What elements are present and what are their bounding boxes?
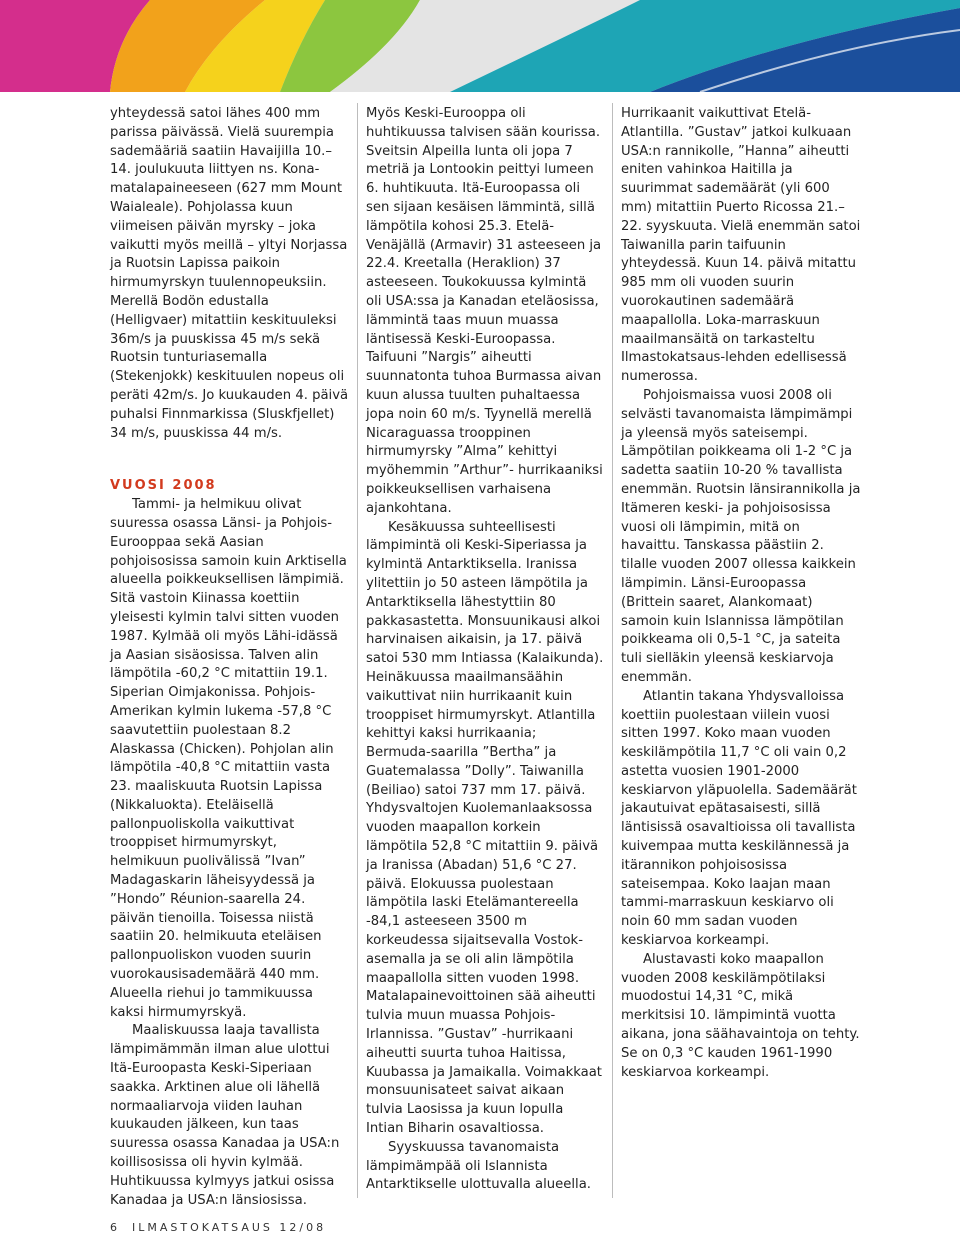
paragraph: Maaliskuussa laaja tavallista lämpimämmän ilman alue ulottui Itä-Euroopasta Keski-Siperiaan saakka. Arktinen alue oli lähellä normaaliarvoja viiden lauhan kuukauden jälkeen, kun taas suuressa osassa Kanadaa ja USA:n koillisosissa oli hyvin kylmää. Huhtikuussa kylmyys jatkui osissa Kanadaa ja USA:n länsiosissa. bbox=[110, 1023, 340, 1208]
text-column-1 bbox=[110, 105, 350, 1210]
publication-title: ILMASTOKATSAUS 12/08 bbox=[132, 1221, 327, 1234]
paragraph: Kesäkuussa suhteellisesti lämpimintä oli Keski-Siperiassa ja kylmintä Antarktiksella. Iranissa ylitettiin jo 50 asteen lämpötila ja Antarktiksella lähestyttiin 80 pakkasastetta. Monsuunikausi alkoi harvinaisen aikaisin, ja 17. päivä satoi 530 mm Intiassa (Kalaikunda). Heinäkuussa maailmansäähin vaikuttivat niin hurrikaanit kuin trooppiset hirmumyrskyt. Atlantilla kehittyi kaksi hurrikaania; Bermuda-saarilla ”Bertha” ja Guatemalassa ”Dolly”. Taiwanilla (Beiliao) satoi 737 mm 17. päivä. Yhdysvaltojen Kuolemanlaaksossa vuoden maapallon korkein lämpötila 52,8 °C mitattiin 9. päivä ja Iranissa (Abadan) 51,6 °C 27. päivä. Elokuussa puolestaan lämpötila laski Etelämantereella -84,1 asteeseen 3500 m korkeudessa sijaitsevalla Vostok-asemalla ja se oli alin lämpötila maapallolla sitten vuoden 1998. Matalapainevoittoinen sää aiheutti tulvia muun muassa Pohjois-Irlannissa. ”Gustav” -hurrikaani aiheutti suurta tuhoa Haitissa, Kuubassa ja Jamaikalla. Voimakkaat monsuunisateet saivat aikaan tulvia Laosissa ja kuun lopulla Intian Biharin osavaltiossa. bbox=[366, 519, 604, 1137]
paragraph: Atlantin takana Yhdysvalloissa koettiin puolestaan viilein vuosi sitten 1997. Koko maan vuoden keskilämpötila 11,7 °C oli vain 0,2 astetta vuosien 1901-2000 keskiarvon yläpuolella. Sademäärät jakautuivat epätasaisesti, sillä läntisissä osavaltioissa oli tavallista kuivempaa mutta keskilännessä ja itärannikon pohjoisosissa sateisempaa. Koko laajan maan tammi-marraskuun keskiarvo oli noin 60 mm sadan vuoden keskiarvoa korkeampi. bbox=[621, 688, 857, 949]
paragraph: Tammi- ja helmikuu olivat suuressa osassa Länsi- ja Pohjois-Eurooppaa sekä Aasian pohjoisosissa samoin kuin Arktisella alueella poikkeuksellisen lämpimiä. Sitä vastoin Kiinassa koettiin yleisesti kylmin talvi sitten vuoden 1987. Kylmää oli myös Lähi-idässä ja Aasian sisäosissa. Talven alin lämpötila -60,2 °C mitattiin 19.1. Siperian Oimjakonissa. Pohjois-Amerikan kylmin lukema -57,8 °C saavutettiin puolestaan 8.2 Alaskassa (Chicken). Pohjolan alin lämpötila -40,8 °C mitattiin vasta 23. maaliskuuta Ruotsin Lapissa (Nikkaluokta). Eteläisellä pallonpuoliskolla vaikuttivat trooppiset hirmumyrskyt, helmikuun puolivälissä ”Ivan” Madagaskarin läheisyydessä ja ”Hondo” Réunion-saarella 24. päivän tienoilla. Toisessa niistä saatiin 20. helmikuuta eteläisen pallonpuoliskon vuoden suurin vuorokausisademäärä 440 mm. Alueella riehui jo tammikuussa kaksi hirmumyrskyä. bbox=[110, 497, 347, 1020]
paragraph: Hurrikaanit vaikuttivat Etelä-Atlantilla. ”Gustav” jatkoi kulkuaan USA:n rannikolle, ”Hanna” aiheutti eniten vahinkoa Haitilla ja suurimmat sademäärät (yli 600 mm) mitattiin Puerto Ricossa 21.–22. syyskuuta. Vielä enemmän satoi Taiwanilla parin taifuunin yhteydessä. Kuun 14. päivä mitattu 985 mm oli vuoden suurin vuorokautinen sademäärä maapallolla. Loka-marraskuun maailmansäitä on tarkasteltu Ilmastokatsaus-lehden edellisessä numerossa. bbox=[621, 106, 861, 385]
page-footer bbox=[110, 1221, 338, 1234]
paragraph: Pohjoismaissa vuosi 2008 oli selvästi tavanomaista lämpimämpi ja yleensä myös sateisempi. Lämpötilan poikkeama oli 1-2 °C ja sadetta saatiin 10-20 % tavallista enemmän. Ruotsin länsirannikolla ja Itämeren keski- ja pohjoisosissa vuosi oli lämpimin, mitä on havaittu. Tanskassa päästiin 2. tilalle vuoden 2007 ollessa kaikkein lämpimin. Länsi-Euroopassa (Brittein saaret, Alankomaat) samoin kuin Islannissa lämpötilan poikkeama oli 0,5-1 °C, ja sateita tuli sielläkin yleensä keskiarvoja enemmän. bbox=[621, 387, 861, 685]
paragraph: yhteydessä satoi lähes 400 mm parissa päivässä. Vielä suurempia sademääriä saatiin Havaijilla 10.–14. joulukuuta liittyen ns. Kona-matalapaineeseen (627 mm Mount Waialeale). Pohjolassa kuun viimeisen päivän myrsky – joka vaikutti myös meillä – yltyi Norjassa ja Ruotsin Lapissa paikoin hirmumyrskyn tuulennopeuksiin. Merellä Bodön edustalla (Helligvaer) mitattiin keskituuleksi 36m/s ja puuskissa 45 m/s sekä Ruotsin tunturiasemalla (Stekenjokk) keskituulen nopeus oli peräti 42m/s. Jo kuukauden 4. päivä puhalsi Finnmarkissa (Sluskfjellet) 34 m/s, puuskissa 44 m/s. bbox=[110, 106, 349, 441]
text-column-2 bbox=[366, 105, 604, 1195]
section-heading: VUOSI 2008 bbox=[110, 478, 217, 494]
decorative-banner bbox=[0, 0, 960, 92]
column-divider-2 bbox=[612, 103, 613, 1198]
paragraph: Myös Keski-Eurooppa oli huhtikuussa talvisen sään kourissa. Sveitsin Alpeilla lunta oli jopa 7 metriä ja Lontookin peittyi lumeen 6. huhtikuuta. Itä-Euroopassa oli sen sijaan kesäisen lämmintä, sillä lämpötila kohosi 25.3. Etelä-Venäjällä (Armavir) 31 asteeseen ja 22.4. Kreetalla (Heraklion) 37 asteeseen. Toukokuussa kylmintä oli USA:ssa ja Kanadan eteläosissa, lämmintä taas muun muassa läntisessä Keski-Euroopassa. Taifuuni ”Nargis” aiheutti suunnatonta tuhoa Burmassa aivan kuun alussa tuulten puhaltaessa jopa noin 60 m/s. Tyynellä merellä Nicaraguassa trooppinen hirmumyrsky ”Alma” kehittyi myöhemmin ”Arthur”- hurrikaaniksi poikkeuksellisen varhaisena ajankohtana. bbox=[366, 106, 603, 516]
column-divider-1 bbox=[357, 103, 358, 1198]
page-number: 6 bbox=[110, 1221, 120, 1234]
paragraph: Syyskuussa tavanomaista lämpimämpää oli Islannista Antarktikselle ulottuvalla alueella. bbox=[366, 1139, 591, 1193]
paragraph: Alustavasti koko maapallon vuoden 2008 keskilämpötilaksi muodostui 14,31 °C, mikä merkitsisi 10. lämpimintä vuotta aikana, jona säähavaintoja on tehty. Se on 0,3 °C kauden 1961-1990 keskiarvoa korkeampi. bbox=[621, 951, 860, 1080]
text-column-3 bbox=[621, 105, 861, 1082]
